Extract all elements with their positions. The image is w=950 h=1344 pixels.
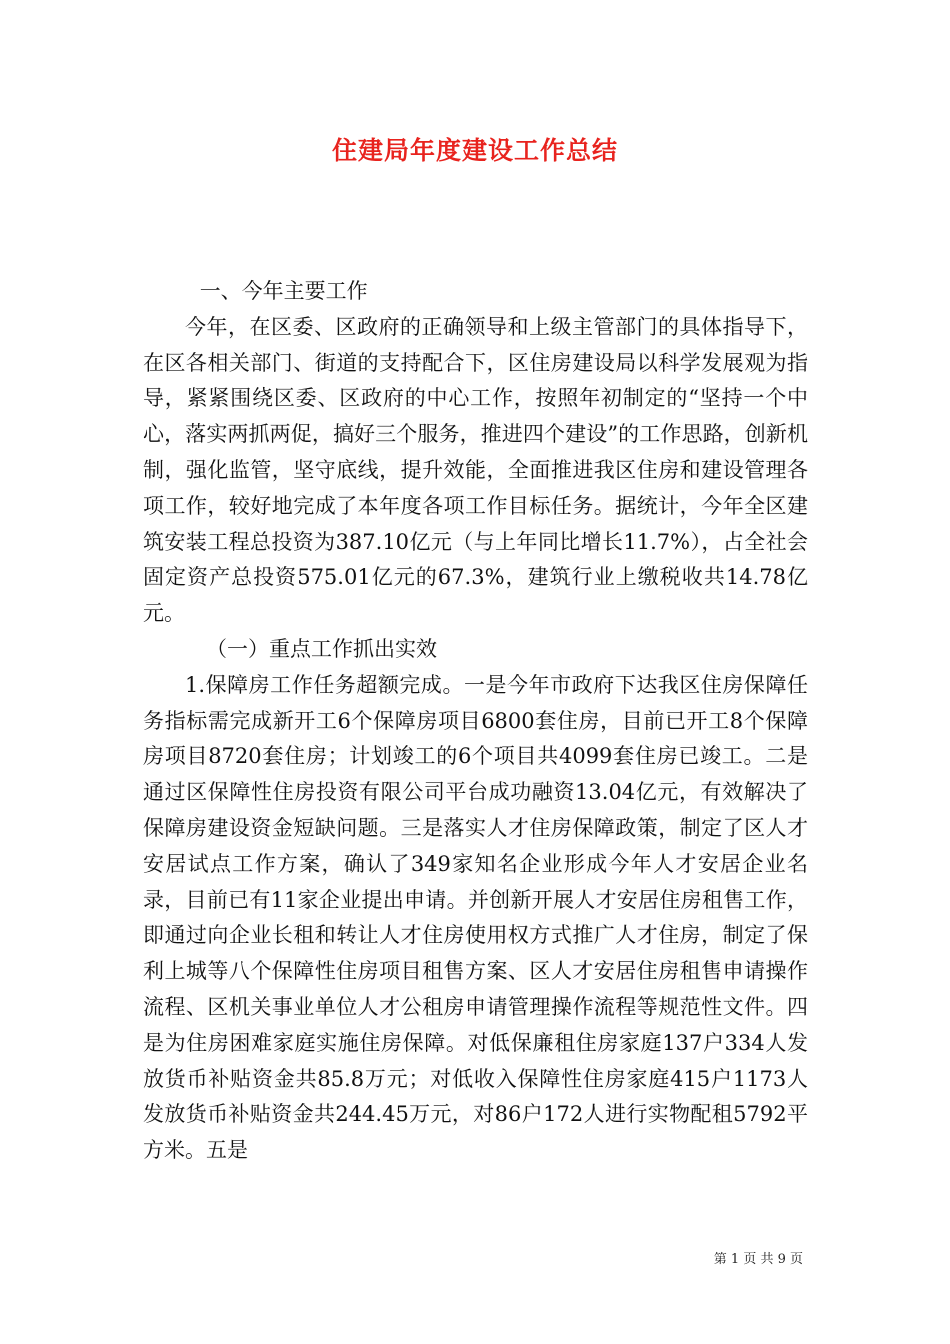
document-body — [143, 274, 808, 1169]
paragraph-intro: 今年，在区委、区政府的正确领导和上级主管部门的具体指导下，在区各相关部门、街道的支持配合下，区住房建设局以科学发展观为指导，紧紧围绕区委、区政府的中心工作，按照年初制定的“坚持一个中心，落实两抓两促，搞好三个服务，推进四个建设”的工作思路，创新机制，强化监管，坚守底线，提升效能，全面推进我区住房和建设管理各项工作，较好地完成了本年度各项工作目标任务。据统计，今年全区建筑安装工程总投资为387.10亿元（与上年同比增长11.7%），占全社会固定资产总投资575.01亿元的67.3%，建筑行业上缴税收共14.78亿元。 — [143, 314, 808, 626]
section-heading: 一、今年主要工作 — [199, 279, 368, 303]
paragraph-housing: 1.保障房工作任务超额完成。一是今年市政府下达我区住房保障任务指标需完成新开工6个保障房项目6800套住房，目前已开工8个保障房项目8720套住房；计划竣工的6个项目共4099套住房已竣工。二是通过区保障性住房投资有限公司平台成功融资13.04亿元，有效解决了保障房建设资金短缺问题。三是落实人才住房保障政策，制定了区人才安居试点工作方案，确认了349家知名企业形成今年人才安居企业名录，目前已有11家企业提出申请。并创新开展人才安居住房租售工作，即通过向企业长租和转让人才住房使用权方式推广人才住房，制定了保利上城等八个保障性住房项目租售方案、区人才安居住房租售申请操作流程、区机关事业单位人才公租房申请管理操作流程等规范性文件。四是为住房困难家庭实施住房保障。对低保廉租住房家庭137户334人发放货币补贴资金共85.8万元；对低收入保障性住房家庭415户1173人发放货币补贴资金共244.45万元，对86户172人进行实物配租5792平方米。五是 — [143, 672, 808, 1163]
document-title: 住建局年度建设工作总结 — [331, 136, 618, 165]
page-number: 第 1 页 共 9 页 — [713, 1252, 803, 1267]
subsection-heading: （一）重点工作抓出实效 — [206, 636, 437, 661]
